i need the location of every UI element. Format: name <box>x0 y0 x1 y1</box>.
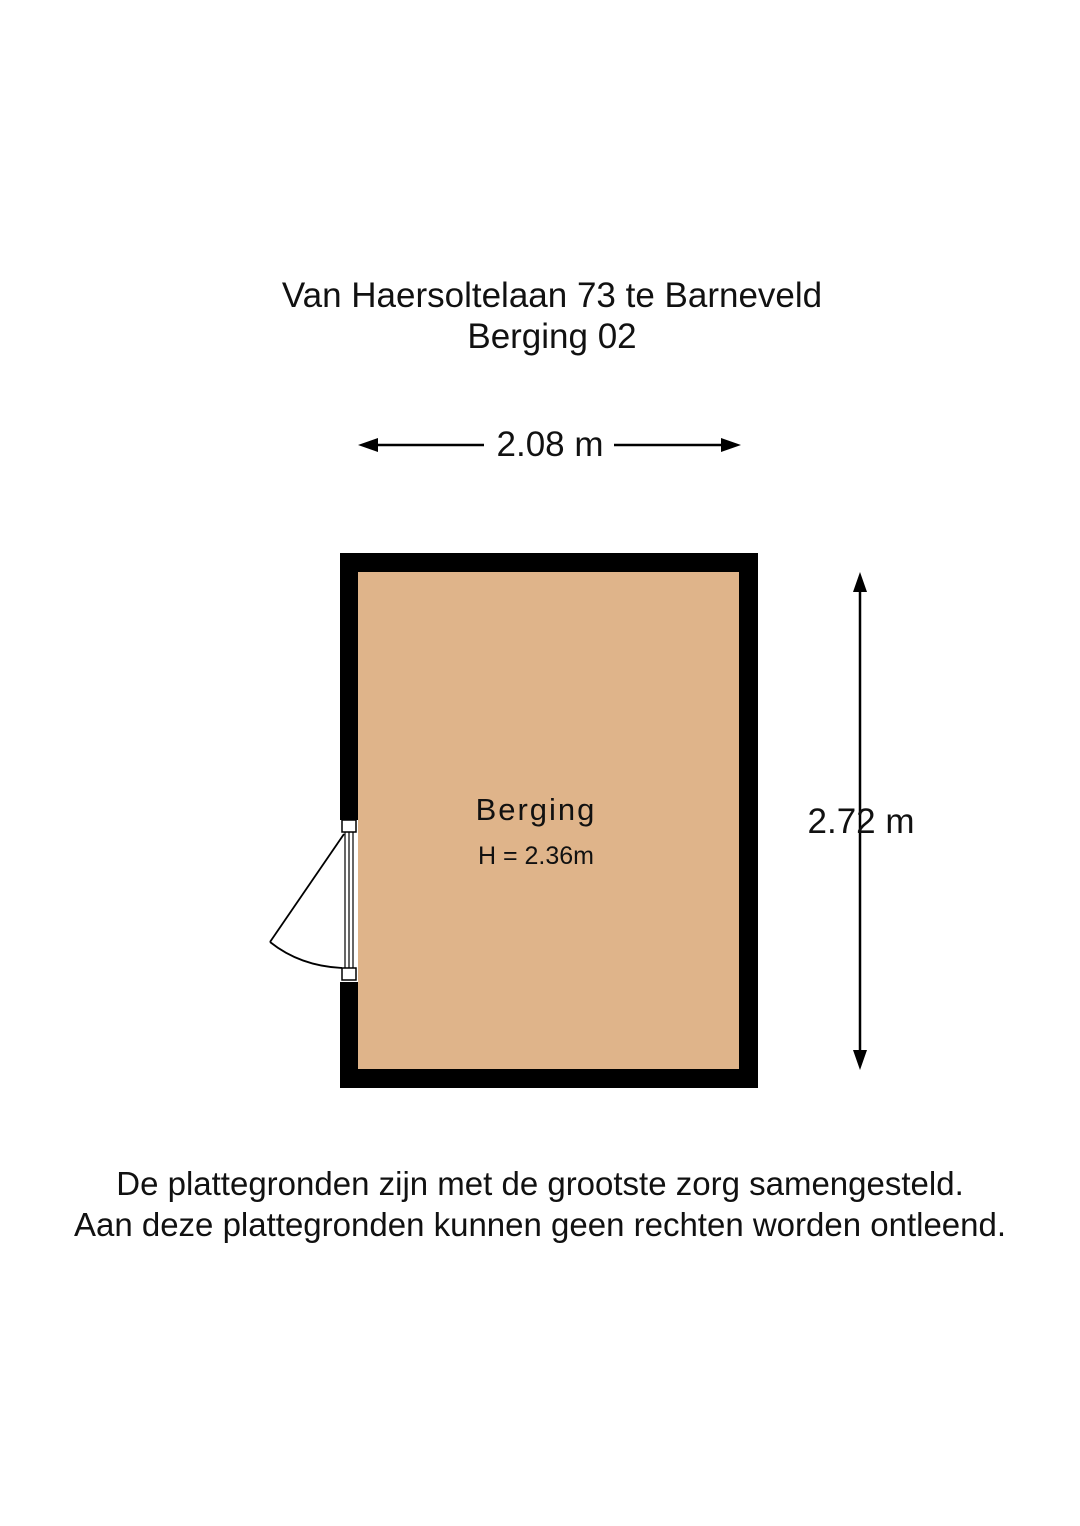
door <box>270 820 358 982</box>
plan-title-address: Van Haersoltelaan 73 te Barneveld <box>281 276 823 315</box>
room-height-label: H = 2.36m <box>477 842 595 870</box>
width-dimension-label: 2.08 m <box>496 425 604 464</box>
disclaimer-line-2: Aan deze plattegronden kunnen geen rechten worden ontleend. <box>73 1206 1007 1243</box>
disclaimer-line-1: De plattegronden zijn met de grootste zorg samengesteld. <box>116 1165 964 1202</box>
plan-title-subtitle: Berging 02 <box>467 317 637 356</box>
depth-dimension-label: 2.72 m <box>807 802 915 841</box>
room-name-label: Berging <box>475 792 597 827</box>
